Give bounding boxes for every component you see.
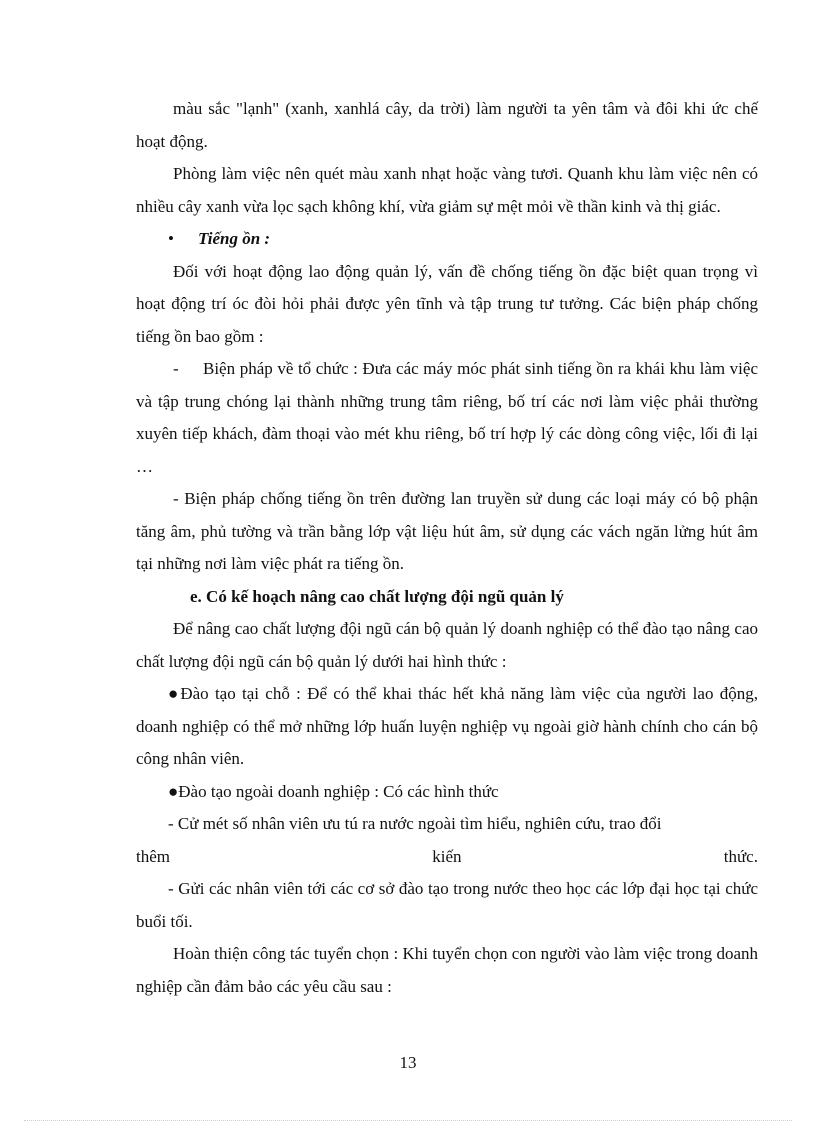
footer-divider bbox=[24, 1120, 792, 1121]
paragraph-recruitment: Hoàn thiện công tác tuyển chọn : Khi tuyển chọn con người vào làm việc trong doanh nghiệp cần đảm bảo các yêu cầu sau : bbox=[136, 944, 758, 996]
paragraph-training-intro: Để nâng cao chất lượng đội ngũ cán bộ quản lý doanh nghiệp có thể đào tạo nâng cao chất lượng đội ngũ cán bộ quản lý dưới hai hình thức : bbox=[136, 619, 758, 671]
bullet-noise-heading bbox=[136, 223, 758, 256]
paragraph-domestic-training: - Gửi các nhân viên tới các cơ sở đào tạo trong nước theo học các lớp đại học tại chức buổi tối. bbox=[136, 879, 758, 931]
paragraph-external-training: ●Đào tạo ngoài doanh nghiệp : Có các hình thức bbox=[168, 781, 499, 801]
dash-marker: - bbox=[173, 359, 179, 378]
paragraph-organizational-measures bbox=[136, 353, 758, 483]
word-them: thêm bbox=[136, 846, 170, 866]
word-thuc: thức. bbox=[723, 846, 758, 866]
bullet-title: Tiếng ồn : bbox=[198, 229, 271, 248]
paragraph-color-effects: màu sắc "lạnh" (xanh, xanhlá cây, da trời) làm người ta yên tâm và đôi khi ức chế hoạt động. bbox=[136, 99, 758, 151]
page-number: 13 bbox=[399, 1053, 417, 1072]
paragraph-send-abroad: - Cử mét số nhân viên ưu tú ra nước ngoài tìm hiểu, nghiên cứu, trao đổi bbox=[168, 814, 662, 833]
paragraph-send-abroad-continued bbox=[136, 841, 758, 874]
paragraph-on-site-training: ●Đào tạo tại chỗ : Để có thể khai thác hết khả năng làm việc của người lao động, doanh nghiệp có thể mở những lớp huấn luyện nghiệp vụ ngoài giờ hành chính cho cán bộ công nhân viên. bbox=[136, 684, 758, 768]
bullet-icon: • bbox=[168, 229, 174, 248]
organizational-measures-text: Biện pháp về tổ chức : Đưa các máy móc phát sinh tiếng ồn ra khái khu làm việc và tập trung chóng lại thành những trung tâm riêng, bố trí các nơi làm việc phải thường xuyên tiếp khách, đàm thoại vào mét khu riêng, bố trí hợp lý các dòng công việc, lối đi lại … bbox=[136, 359, 758, 476]
word-kien: kiến bbox=[432, 846, 462, 866]
paragraph-noise-intro: Đối với hoạt động lao động quản lý, vấn đề chống tiếng ồn đặc biệt quan trọng vì hoạt động trí óc đòi hỏi phải được yên tĩnh và tập trung tư tưởng. Các biện pháp chống tiếng ồn bao gồm : bbox=[136, 261, 758, 346]
document-body bbox=[136, 93, 758, 1003]
paragraph-room-color: Phòng làm việc nên quét màu xanh nhạt hoặc vàng tươi. Quanh khu làm việc nên có nhiều cây xanh vừa lọc sạch không khí, vừa giảm sự mệt mỏi về thần kinh và thị giác. bbox=[136, 164, 758, 216]
paragraph-propagation-measures: - Biện pháp chống tiếng ồn trên đường lan truyền sử dung các loại máy có bộ phận tăng âm, phủ tường và trần bằng lớp vật liệu hút âm, sử dụng các vách ngăn lửng hút âm tại những nơi làm việc phát ra tiếng ồn. bbox=[136, 489, 758, 573]
section-heading: e. Có kế hoạch nâng cao chất lượng đội ngũ quản lý bbox=[190, 586, 564, 606]
